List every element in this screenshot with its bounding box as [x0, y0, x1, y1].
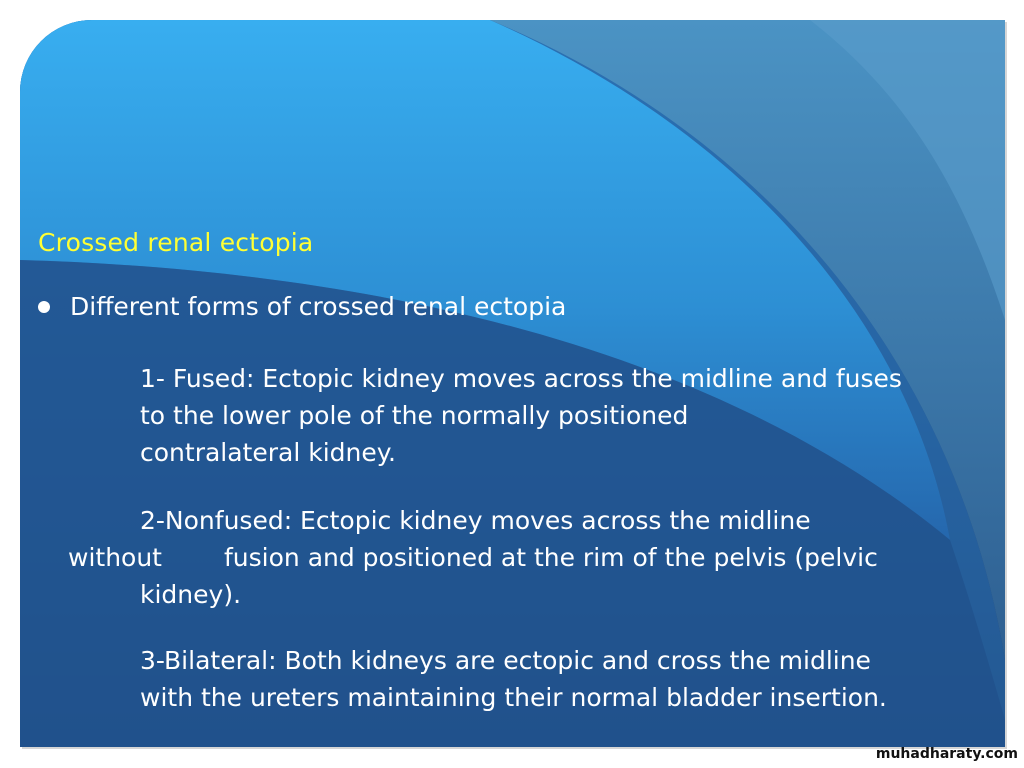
bilateral-paragraph	[140, 642, 1000, 716]
bullet-item	[38, 292, 566, 321]
nonfused-paragraph	[68, 502, 998, 613]
bullet-text: Different forms of crossed renal ectopia	[70, 292, 567, 321]
nonfused-line-1: 2-Nonfused: Ectopic kidney moves across the midline	[140, 506, 811, 535]
nonfused-line-2a: without	[68, 543, 162, 572]
nonfused-line-3: kidney).	[140, 580, 242, 609]
slide-heading: Crossed renal ectopia	[38, 228, 314, 257]
bilateral-line-1: 3-Bilateral: Both kidneys are ectopic and cross the midline	[140, 646, 871, 675]
fused-line-1: 1- Fused: Ectopic kidney moves across the midline and fuses	[140, 364, 902, 393]
fused-line-2: to the lower pole of the normally positioned	[140, 401, 689, 430]
bilateral-line-2: with the ureters maintaining their normal bladder insertion.	[140, 683, 887, 712]
site-watermark: muhadharaty.com	[875, 746, 1018, 762]
slide-content	[20, 20, 1005, 747]
nonfused-line-2b: fusion and positioned at the rim of the pelvis (pelvic	[223, 543, 878, 572]
fused-paragraph	[140, 360, 1000, 471]
fused-line-3: contralateral kidney.	[140, 438, 396, 467]
bullet-dot-icon	[38, 301, 50, 313]
